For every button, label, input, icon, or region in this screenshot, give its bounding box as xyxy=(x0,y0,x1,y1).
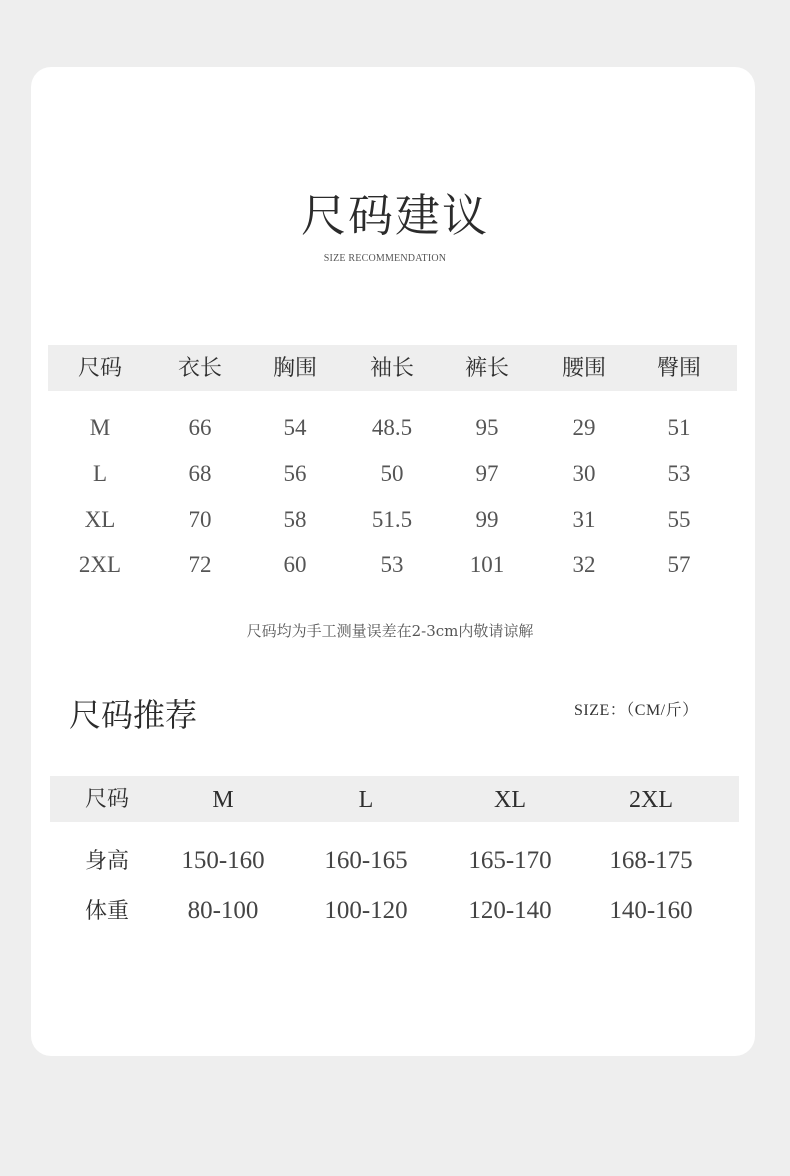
recommend-table-cell: 165-170 xyxy=(468,847,552,874)
recommend-table-cell: 150-160 xyxy=(181,847,265,874)
recommend-table-cell: 100-120 xyxy=(324,897,408,924)
size-table-cell: 55 xyxy=(667,507,691,532)
size-table-cell: 53 xyxy=(380,552,404,577)
size-table-cell: 50 xyxy=(380,461,404,486)
size-table-size-label: 2XL xyxy=(78,552,122,577)
size-table-header-cell: 臀围 xyxy=(656,356,701,381)
size-table-cell: 97 xyxy=(475,461,499,486)
size-table-header-cell: 胸围 xyxy=(272,356,317,381)
size-table-cell: 99 xyxy=(475,507,499,532)
size-table-cell: 72 xyxy=(188,552,212,577)
size-table-cell: 51 xyxy=(667,415,691,440)
size-table-cell: 70 xyxy=(188,507,212,532)
size-table-cell: 54 xyxy=(283,415,307,440)
size-table-cell: 51.5 xyxy=(371,507,413,532)
recommend-table-header-cell: L xyxy=(358,787,374,813)
size-table-cell: 31 xyxy=(572,507,596,532)
size-table-cell: 60 xyxy=(283,552,307,577)
size-table-header-cell: 衣长 xyxy=(177,356,222,381)
recommend-table-cell: 140-160 xyxy=(609,897,693,924)
size-table-cell: 58 xyxy=(283,507,307,532)
size-table-cell: 53 xyxy=(667,461,691,486)
recommend-table-header-cell: M xyxy=(212,787,234,813)
recommend-title: 尺码推荐 xyxy=(69,696,198,734)
size-table-size-label: M xyxy=(89,415,111,440)
recommend-table-cell: 120-140 xyxy=(468,897,552,924)
page-title: 尺码建议 xyxy=(300,189,489,242)
recommend-table-cell: 168-175 xyxy=(609,847,693,874)
page-subtitle: SIZE RECOMMENDATION xyxy=(323,253,447,264)
size-table-size-label: XL xyxy=(84,507,116,532)
size-table-size-label: L xyxy=(92,461,108,486)
recommend-table-header-cell: 2XL xyxy=(629,787,673,813)
recommend-table-header-cell: XL xyxy=(494,787,526,813)
recommend-table-cell: 80-100 xyxy=(187,897,259,924)
measurement-note: 尺码均为手工测量误差在2-3cm内敬请谅解 xyxy=(246,622,534,640)
size-table-cell: 57 xyxy=(667,552,691,577)
size-table-cell: 68 xyxy=(188,461,212,486)
recommend-row-label: 身高 xyxy=(84,849,129,874)
size-table-cell: 48.5 xyxy=(371,415,413,440)
size-table-cell: 32 xyxy=(572,552,596,577)
recommend-row-label: 体重 xyxy=(84,899,129,924)
size-table-header-cell: 腰围 xyxy=(561,356,606,381)
size-table-cell: 29 xyxy=(572,415,596,440)
recommend-unit: SIZE：（CM/斤） xyxy=(574,702,699,719)
size-table-cell: 101 xyxy=(469,552,505,577)
size-table-cell: 30 xyxy=(572,461,596,486)
size-table-header-cell: 袖长 xyxy=(369,356,414,381)
recommend-table-cell: 160-165 xyxy=(324,847,408,874)
size-table-cell: 66 xyxy=(188,415,212,440)
recommend-table-header-cell: 尺码 xyxy=(84,787,129,812)
size-table-cell: 95 xyxy=(475,415,499,440)
size-table-header-cell: 尺码 xyxy=(77,356,122,381)
size-table-header-cell: 裤长 xyxy=(464,356,509,381)
size-table-cell: 56 xyxy=(283,461,307,486)
